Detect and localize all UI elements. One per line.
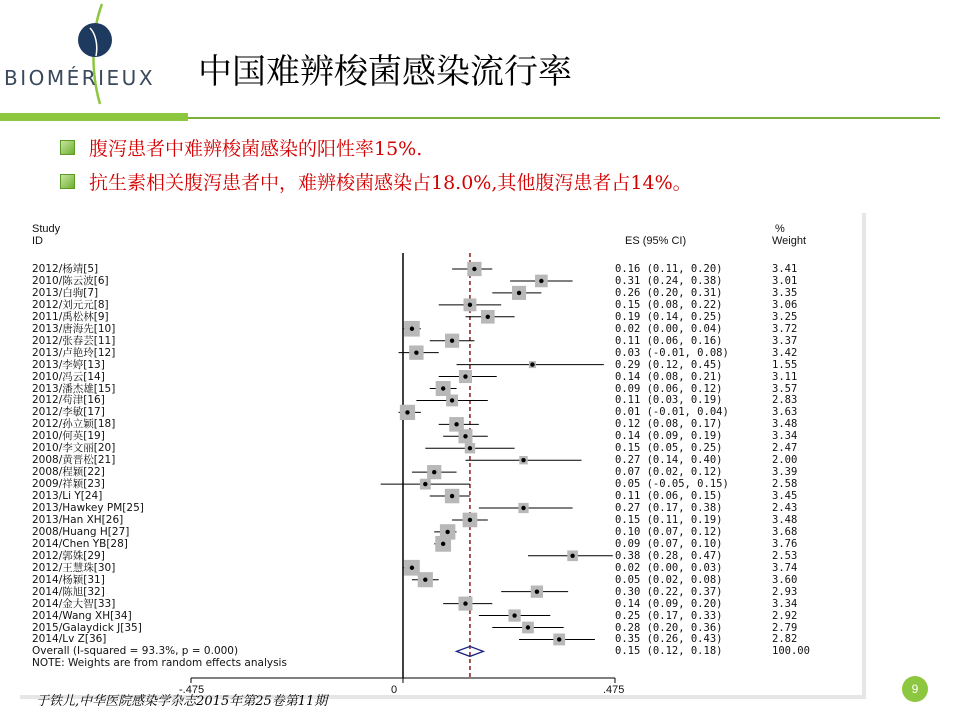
- point-estimate: [463, 434, 467, 438]
- bullet-square-icon: [60, 174, 75, 189]
- study-label: 2015/Galaydick J[35]: [32, 621, 142, 634]
- es-value: 0.05 (-0.05, 0.15): [615, 478, 729, 491]
- point-estimate: [410, 566, 414, 570]
- weight-value: 3.72: [772, 322, 798, 335]
- weight-value: 3.63: [772, 406, 798, 419]
- forest-plot-canvas: [20, 213, 862, 695]
- es-value: 0.27 (0.14, 0.40): [615, 454, 723, 467]
- es-value: 0.12 (0.08, 0.17): [615, 418, 723, 431]
- weight-value: 3.68: [772, 525, 798, 538]
- es-value: 0.35 (0.26, 0.43): [615, 633, 723, 646]
- weight-value: 3.42: [772, 346, 798, 359]
- es-value: 0.29 (0.12, 0.45): [615, 358, 723, 371]
- study-label: 2008/程颖[22]: [32, 466, 105, 479]
- weight-value: 3.11: [772, 370, 798, 383]
- es-value: 0.14 (0.09, 0.19): [615, 430, 723, 443]
- study-label: 2013/Han XH[26]: [32, 513, 124, 526]
- header-id: ID: [32, 235, 43, 247]
- bullet-square-icon: [60, 140, 75, 155]
- study-label: 2013/Hawkey PM[25]: [32, 502, 144, 514]
- weight-value: 3.41: [772, 263, 798, 275]
- study-label: 2013/潘杰雄[15]: [32, 382, 116, 395]
- es-value: 0.19 (0.14, 0.25): [615, 310, 723, 323]
- es-value: 0.31 (0.24, 0.38): [615, 274, 723, 287]
- es-value: 0.14 (0.09, 0.20): [615, 597, 723, 610]
- point-estimate: [423, 482, 427, 486]
- point-estimate: [468, 518, 472, 522]
- es-value: 0.15 (0.05, 0.25): [615, 442, 723, 455]
- weight-value: 2.83: [772, 394, 798, 407]
- point-estimate: [432, 470, 436, 474]
- es-value: 0.02 (0.00, 0.04): [615, 322, 723, 335]
- study-label: 2013/唐海先[10]: [32, 322, 116, 335]
- logo-text: BIOMÉRIEUX: [4, 66, 156, 90]
- es-value: 0.11 (0.03, 0.19): [615, 394, 723, 407]
- weight-value: 3.06: [772, 298, 798, 311]
- study-label: 2010/李文丽[20]: [32, 442, 116, 455]
- logo-swoosh-icon: [0, 0, 200, 110]
- weight-value: 3.76: [772, 537, 798, 550]
- point-estimate: [463, 374, 467, 378]
- header-percent: %: [775, 223, 785, 235]
- es-value: 0.30 (0.22, 0.37): [615, 585, 723, 598]
- point-estimate: [570, 554, 574, 558]
- es-value: 0.16 (0.11, 0.20): [615, 263, 723, 275]
- overall-weight-value: 100.00: [772, 645, 810, 658]
- header-weight: Weight: [772, 235, 807, 247]
- study-label: 2012/李敏[17]: [32, 406, 105, 419]
- point-estimate: [423, 578, 427, 582]
- study-label: 2014/Lv Z[36]: [32, 633, 107, 646]
- point-estimate: [512, 613, 516, 617]
- study-label: 2010/陈云波[6]: [32, 274, 109, 287]
- point-estimate: [450, 339, 454, 343]
- es-value: 0.07 (0.02, 0.12): [615, 466, 723, 479]
- bullet-list: [60, 130, 692, 198]
- weight-value: 3.25: [772, 310, 798, 323]
- point-estimate: [521, 458, 525, 462]
- title-accent-bar: [0, 113, 188, 121]
- point-estimate: [486, 315, 490, 319]
- weight-value: 2.79: [772, 621, 798, 634]
- weight-value: 3.57: [772, 382, 798, 395]
- overall-label: Overall (I-squared = 93.3%, p = 0.000): [32, 645, 239, 658]
- x-tick-label: 0: [391, 684, 398, 696]
- header-es: ES (95% CI): [625, 235, 687, 247]
- weight-value: 3.37: [772, 334, 798, 347]
- es-value: 0.11 (0.06, 0.15): [615, 490, 723, 503]
- study-label: 2013/李婷[13]: [32, 358, 105, 371]
- point-estimate: [405, 410, 409, 414]
- weight-value: 3.48: [772, 418, 798, 431]
- point-estimate: [454, 422, 458, 426]
- bullet-text: 抗生素相关腹泻患者中，难辨梭菌感染占18.0%,其他腹泻患者占14%。: [89, 171, 692, 194]
- point-estimate: [463, 601, 467, 605]
- point-estimate: [526, 625, 530, 629]
- weights-note: NOTE: Weights are from random effects analysis: [32, 657, 287, 670]
- x-tick-label: -.475: [179, 684, 205, 696]
- study-label: 2012/苟津[16]: [32, 394, 105, 407]
- weight-value: 3.45: [772, 490, 798, 503]
- es-value: 0.10 (0.07, 0.12): [615, 525, 723, 538]
- es-value: 0.05 (0.02, 0.08): [615, 573, 723, 586]
- bullet-item: [60, 130, 692, 164]
- study-label: 2014/杨颖[31]: [32, 573, 105, 586]
- weight-value: 3.74: [772, 561, 798, 574]
- point-estimate: [450, 398, 454, 402]
- study-label: 2008/Huang H[27]: [32, 525, 130, 538]
- es-value: 0.09 (0.07, 0.10): [615, 537, 723, 550]
- study-label: 2012/杨靖[5]: [32, 263, 99, 275]
- study-label: 2012/孙立颖[18]: [32, 418, 116, 431]
- forest-plot: [20, 213, 866, 699]
- point-estimate: [441, 542, 445, 546]
- weight-value: 2.82: [772, 633, 798, 646]
- weight-value: 3.35: [772, 286, 798, 299]
- study-label: 2013/卢艳玲[12]: [32, 346, 116, 359]
- es-value: 0.14 (0.08, 0.21): [615, 370, 723, 383]
- weight-value: 1.55: [772, 358, 798, 371]
- study-label: 2012/王慧珠[30]: [32, 561, 116, 574]
- es-value: 0.26 (0.20, 0.31): [615, 286, 723, 299]
- weight-value: 2.58: [772, 478, 798, 491]
- weight-value: 3.60: [772, 573, 798, 586]
- study-label: 2010/何英[19]: [32, 430, 105, 443]
- weight-value: 3.01: [772, 274, 798, 287]
- study-label: 2012/刘元元[8]: [32, 298, 109, 311]
- page-number-badge: 9: [902, 676, 928, 702]
- point-estimate: [445, 530, 449, 534]
- es-value: 0.27 (0.17, 0.38): [615, 502, 723, 514]
- es-value: 0.01 (-0.01, 0.04): [615, 406, 729, 419]
- es-value: 0.28 (0.20, 0.36): [615, 621, 723, 634]
- overall-es-value: 0.15 (0.12, 0.18): [615, 645, 723, 658]
- point-estimate: [535, 589, 539, 593]
- es-value: 0.03 (-0.01, 0.08): [615, 346, 729, 359]
- es-value: 0.15 (0.08, 0.22): [615, 298, 723, 311]
- es-value: 0.09 (0.06, 0.12): [615, 382, 723, 395]
- es-value: 0.38 (0.28, 0.47): [615, 549, 723, 562]
- weight-value: 3.39: [772, 466, 798, 479]
- weight-value: 2.00: [772, 454, 798, 467]
- study-label: 2012/张春芸[11]: [32, 334, 116, 347]
- point-estimate: [557, 637, 561, 641]
- study-label: 2009/祥颖[23]: [32, 478, 105, 491]
- point-estimate: [468, 446, 472, 450]
- study-label: 2013/Li Y[24]: [32, 490, 103, 503]
- point-estimate: [450, 494, 454, 498]
- study-label: 2013/白驹[7]: [32, 286, 99, 299]
- point-estimate: [468, 303, 472, 307]
- weight-value: 2.93: [772, 585, 798, 598]
- study-label: 2014/金大智[33]: [32, 597, 116, 610]
- biomerieux-logo: [0, 0, 200, 110]
- es-value: 0.02 (0.00, 0.03): [615, 561, 723, 574]
- x-tick-label: .475: [603, 684, 625, 696]
- study-label: 2010/冯云[14]: [32, 370, 105, 383]
- weight-value: 3.34: [772, 597, 798, 610]
- point-estimate: [410, 327, 414, 331]
- bullet-text: 腹泻患者中难辨梭菌感染的阳性率15%.: [89, 137, 423, 160]
- point-estimate: [472, 267, 476, 271]
- bullet-item: [60, 164, 692, 198]
- weight-value: 2.43: [772, 502, 798, 514]
- study-label: 2014/Chen YB[28]: [32, 537, 128, 550]
- point-estimate: [517, 291, 521, 295]
- es-value: 0.25 (0.17, 0.33): [615, 609, 723, 622]
- point-estimate: [414, 350, 418, 354]
- point-estimate: [539, 279, 543, 283]
- weight-value: 2.92: [772, 609, 798, 622]
- weight-value: 2.47: [772, 442, 798, 455]
- es-value: 0.15 (0.11, 0.19): [615, 513, 723, 526]
- weight-value: 3.34: [772, 430, 798, 443]
- study-label: 2012/郭姝[29]: [32, 549, 105, 562]
- point-estimate: [530, 362, 534, 366]
- study-label: 2011/禹松林[9]: [32, 310, 109, 323]
- page-title: 中国难辨梭菌感染流行率: [198, 52, 572, 92]
- study-label: 2014/陈旭[32]: [32, 585, 105, 598]
- study-label: 2014/Wang XH[34]: [32, 609, 132, 622]
- weight-value: 2.53: [772, 549, 798, 562]
- footer-citation: 于铁儿,中华医院感染学杂志2015年第25卷第11期: [36, 694, 328, 709]
- point-estimate: [521, 506, 525, 510]
- study-label: 2008/黄晋松[21]: [32, 454, 116, 467]
- weight-value: 3.48: [772, 513, 798, 526]
- point-estimate: [441, 386, 445, 390]
- es-value: 0.11 (0.06, 0.16): [615, 334, 723, 347]
- header-study: Study: [32, 223, 61, 235]
